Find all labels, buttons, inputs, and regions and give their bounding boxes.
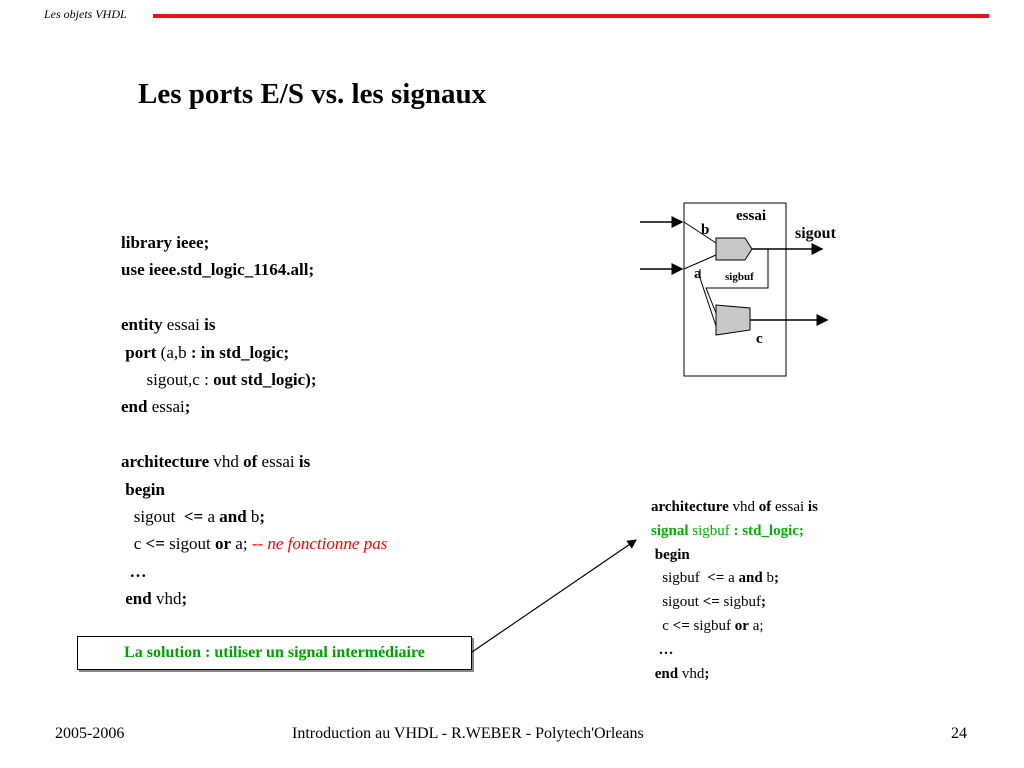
label-input-b: b (701, 222, 710, 238)
code-line-port: port (a,b : in std_logic; (121, 342, 290, 362)
entity-box (684, 203, 786, 376)
code-line-port-out: sigout,c : out std_logic); (121, 370, 317, 390)
sol-line-sigbuf-assign: sigbuf <= a and b; (651, 570, 779, 587)
code-line-begin: begin (121, 479, 165, 499)
code-line-architecture: architecture vhd of essai is (121, 452, 311, 472)
solution-connector-arrow (472, 540, 636, 652)
label-output-sigout: sigout (795, 225, 836, 242)
sol-line-architecture: architecture vhd of essai is (651, 499, 818, 515)
sol-line-ellipsis: … (651, 641, 674, 658)
solution-text: La solution : utiliser un signal intermédiaire (124, 644, 425, 661)
label-input-a: a (694, 266, 702, 282)
and-gate (716, 238, 752, 260)
code-line-end-entity: end essai; (121, 397, 191, 417)
section-title: Les objets VHDL (44, 7, 127, 21)
sol-line-sigout-assign: sigout <= sigbuf; (651, 594, 767, 611)
slide-title: Les ports E/S vs. les signaux (138, 78, 487, 110)
sol-line-c-assign: c <= sigbuf or a; (651, 617, 764, 634)
footer-year: 2005-2006 (55, 725, 125, 742)
code-line-c-assign: c <= sigout or a; -- ne fonctionne pas (121, 534, 388, 554)
sol-line-end: end vhd; (651, 665, 710, 682)
label-entity-essai: essai (736, 208, 766, 224)
error-comment: -- ne fonctionne pas (251, 534, 388, 554)
sol-line-signal-decl: signal sigbuf : std_logic; (651, 522, 804, 539)
label-sigbuf: sigbuf (725, 271, 754, 283)
code-line-ellipsis: … (121, 561, 147, 581)
label-output-c: c (756, 331, 763, 347)
code-line-use: use ieee.std_logic_1164.all; (121, 260, 315, 280)
footer-course: Introduction au VHDL - R.WEBER - Polytech'Orleans (292, 725, 644, 742)
code-line-entity: entity essai is (121, 315, 216, 335)
or-gate (716, 305, 750, 335)
sol-line-begin: begin (651, 546, 690, 563)
code-line-end-arch: end vhd; (121, 589, 188, 609)
code-line-library: library ieee; (121, 233, 210, 252)
code-line-sigout-assign: sigout <= a and b; (121, 507, 266, 527)
footer-page-number: 24 (951, 725, 967, 742)
